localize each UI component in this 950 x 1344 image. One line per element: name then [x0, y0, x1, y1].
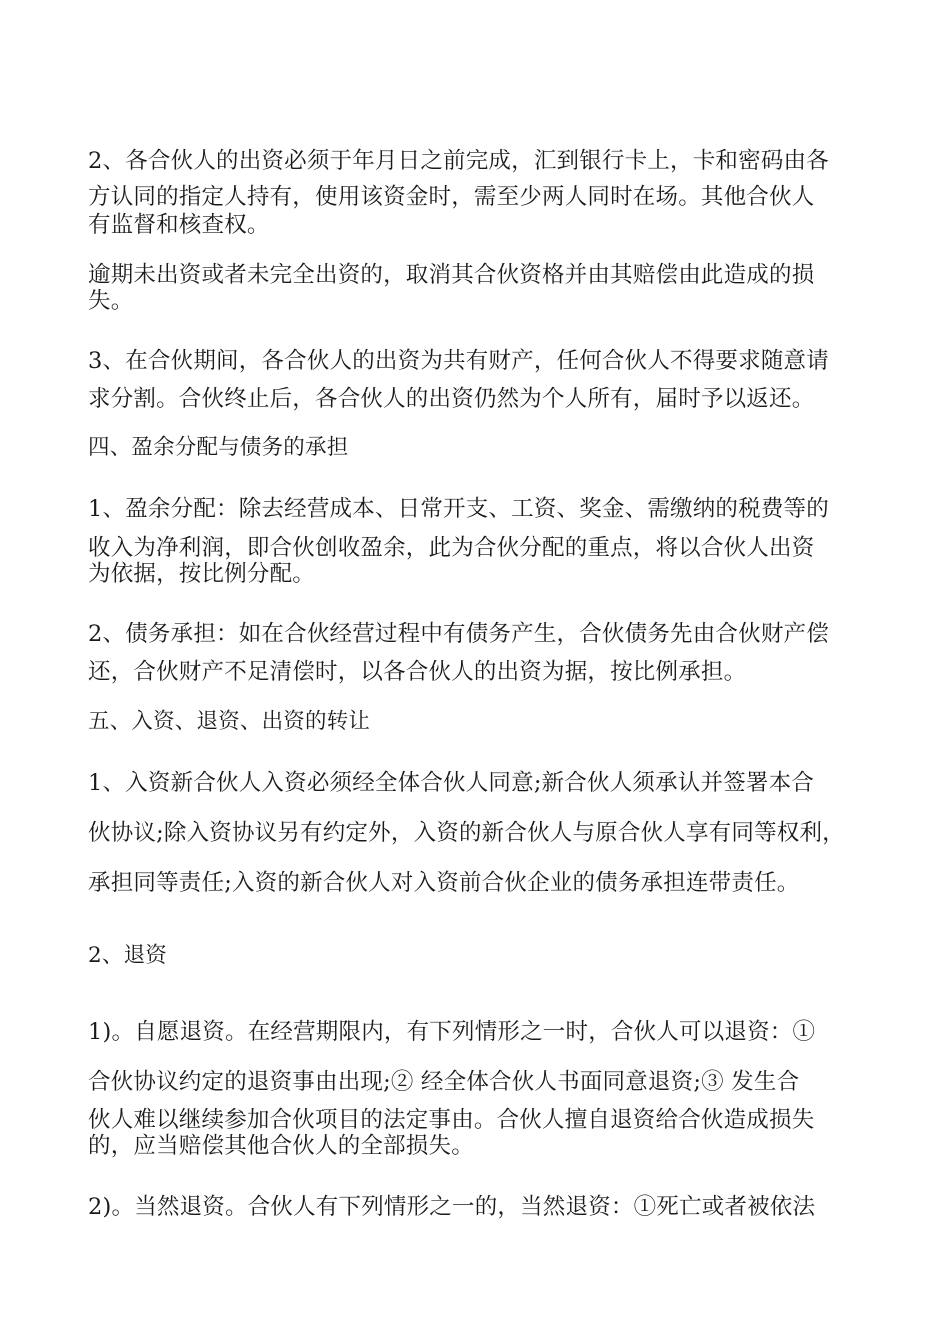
text-line: 收入为净利润，即合伙创收盈余，此为合伙分配的重点，将以合伙人出资: [88, 535, 815, 561]
text-line: 失。: [88, 288, 134, 314]
subsection-heading: 2、退资: [88, 943, 167, 968]
text-line: 逾期未出资或者未完全出资的，取消其合伙资格并由其赔偿由此造成的损: [88, 262, 815, 288]
section-heading: 五、入资、退资、出资的转让: [88, 709, 371, 734]
text-line: 求分割。合伙终止后，各合伙人的出资仍然为个人所有，届时予以返还。: [88, 386, 815, 412]
text-line: 承担同等责任;入资的新合伙人对入资前合伙企业的债务承担连带责任。: [88, 870, 800, 896]
text-line: 伙协议;除入资协议另有约定外，入资的新合伙人与原合伙人享有同等权利，: [88, 820, 845, 846]
text-line: 为依据，按比例分配。: [88, 561, 316, 587]
text-line: 2)。当然退资。合伙人有下列情形之一的，当然退资：①死亡或者被依法: [88, 1194, 816, 1220]
text-line: 1、入资新合伙人入资必须经全体合伙人同意;新合伙人须承认并签署本合: [88, 770, 814, 796]
text-line: 有监督和核查权。: [88, 212, 270, 238]
text-line: 2、债务承担：如在合伙经营过程中有债务产生，合伙债务先由合伙财产偿: [88, 621, 829, 647]
text-line: 还，合伙财产不足清偿时，以各合伙人的出资为据，按比例承担。: [88, 659, 747, 685]
text-line: 2、各合伙人的出资必须于年月日之前完成，汇到银行卡上，卡和密码由各: [88, 148, 829, 174]
text-line: 的，应当赔偿其他合伙人的全部损失。: [88, 1133, 474, 1159]
text-line: 3、在合伙期间，各合伙人的出资为共有财产，任何合伙人不得要求随意请: [88, 348, 829, 374]
text-line: 1)。自愿退资。在经营期限内，有下列情形之一时，合伙人可以退资：①: [88, 1019, 816, 1045]
text-line: 1、盈余分配：除去经营成本、日常开支、工资、奖金、需缴纳的税费等的: [88, 496, 829, 522]
text-line: 方认同的指定人持有，使用该资金时，需至少两人同时在场。其他合伙人: [88, 184, 815, 210]
text-line: 伙人难以继续参加合伙项目的法定事由。合伙人擅自退资给合伙造成损失: [88, 1107, 815, 1133]
section-heading: 四、盈余分配与债务的承担: [88, 435, 349, 460]
text-line: 合伙协议约定的退资事由出现;② 经全体合伙人书面同意退资;③ 发生合: [88, 1069, 800, 1095]
